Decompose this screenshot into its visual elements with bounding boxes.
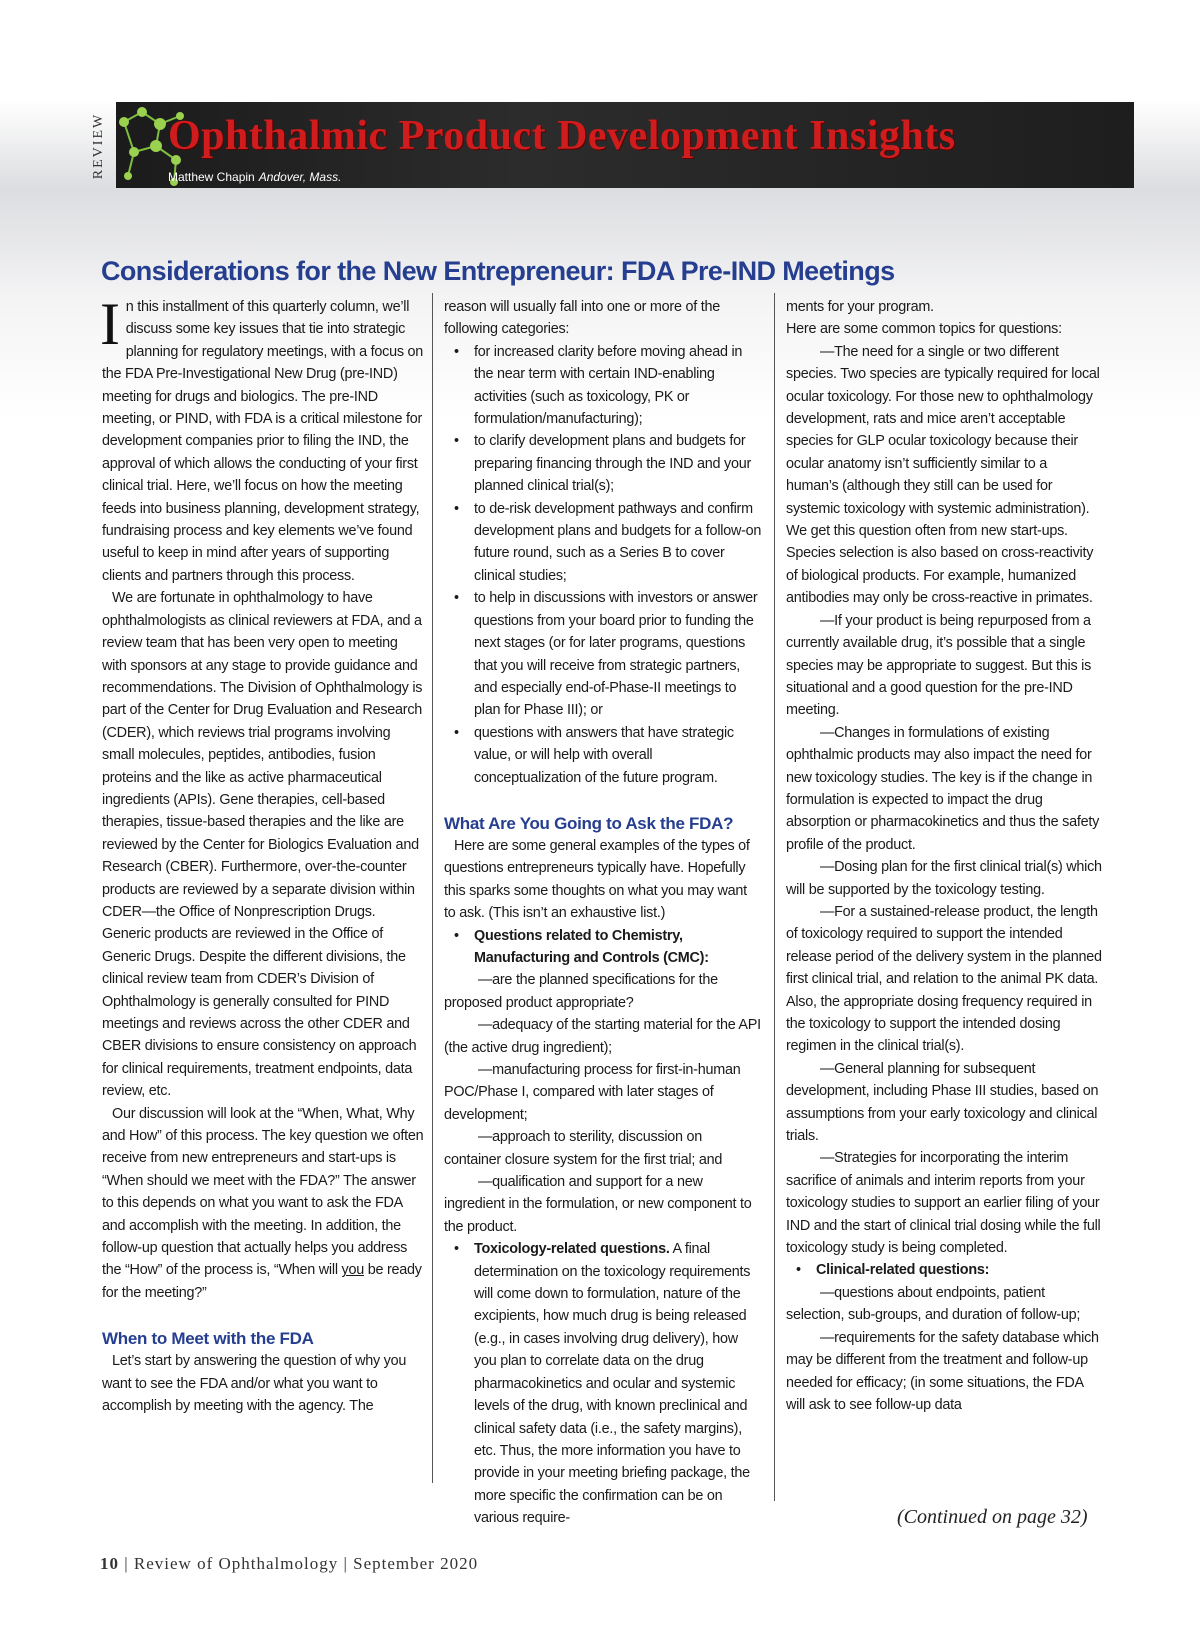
- list-item-clinical: • Clinical-related questions:: [796, 1262, 990, 1279]
- body-paragraph: We are fortunate in ophthalmology to have ophthalmologists as clinical reviewers at FDA, and a review team that has been very open to meeting with sponsors at any stage to provide guidance and recommendations. The Division of Ophthalmology is part of the Center for Drug Evaluation and Research (CDER), which reviews trial programs involving small molecules, peptides, antibodies, fusion proteins and the like as active pharmaceutical ingredients (APIs). Gene therapies, cell-based therapies, tissue-based therapies and the like are reviewed by the Center for Biologics Evaluation and Research (CBER). Furthermore, over-the-counter products are reviewed by a separate division within CDER—the Office of Nonprescription Drugs. Generic products are reviewed in the Office of Generic Drugs. Despite the different divisions, the clinical review team from CDER’s Division of Ophthalmology is generally consulted for PIND meetings and reviews across the other CDER and CBER divisions to ensure consistency on approach for clinical requirements, treatment endpoints, data review, etc.: [102, 590, 423, 1100]
- page-number: 10: [100, 1554, 119, 1573]
- list-item: —are the planned specifications for the proposed product appropriate?: [444, 972, 718, 1011]
- column-banner: [116, 102, 1134, 188]
- list-item: • to help in discussions with investors or answer questions from your board prior to funding the next stages (or for later programs, questions that you will receive from strategic partners, and especially end-of-Phase-II meetings to plan for Phase III); or: [454, 590, 758, 719]
- list-item: —questions about endpoints, patient selection, sub-groups, and duration of follow-up;: [786, 1284, 1081, 1324]
- body-paragraph: Let’s start by answering the question of why you want to see the FDA and/or what you want to accomplish by meeting with the agency. The: [102, 1353, 407, 1415]
- publication-name: Review of Ophthalmology: [133, 1554, 339, 1573]
- list-item: • to de-risk development pathways and confirm development plans and budgets for a follow-on future round, such as a Series B to cover clinical studies;: [454, 500, 762, 584]
- intro-paragraph: In this installment of this quarterly column, we’ll discuss some key issues that tie into strategic planning for regulatory meetings, with a focus on the FDA Pre-Investigational New Drug (pre-IND) meeting for drugs and biologics. The pre-IND meeting, or PIND, with FDA is a critical milestone for development companies prior to filing the IND, the approval of which allows the conducting of your first clinical trial. Here, we’ll focus on how the meeting feeds into business planning, development strategy, fundraising process and key elements we’ve found useful to keep in mind after years of supporting clients and partners through this process.: [100, 291, 424, 584]
- list-item: —Strategies for incorporating the interim sacrifice of animals and interim reports from your toxicology studies to support an earlier filing of your IND and the start of clinical trial dosing while the full toxicology study is being completed.: [786, 1150, 1101, 1257]
- list-item: —qualification and support for a new ingredient in the formulation, or new component to the product.: [444, 1174, 752, 1235]
- list-item: —Dosing plan for the first clinical trial(s) which will be supported by the toxicology testing.: [786, 859, 1102, 898]
- body-paragraph: Here are some general examples of the types of questions entrepreneurs typically have. Hopefully this sparks some thoughts on what you may want to ask. (This isn’t an exhaustive list.): [444, 837, 750, 922]
- subhead-when-to-meet: When to Meet with the FDA: [102, 1329, 314, 1349]
- byline: [168, 170, 341, 184]
- list-item: —General planning for subsequent development, including Phase III studies, based on assumptions from your early toxicology and clinical trials.: [786, 1060, 1099, 1145]
- body-paragraph: Our discussion will look at the “When, What, Why and How” of this process. The key question we often receive from new entrepreneurs and start-ups is “When should we meet with the FDA?” The answer to this depends on what you want to ask the FDA and accomplish with the meeting. In addition, the follow-up question that actually helps you address the “How” of the process is, “When will you be ready for the meeting?”: [102, 1105, 424, 1301]
- list-item: • to clarify development plans and budgets for preparing financing through the IND and your planned clinical trial(s);: [454, 433, 751, 495]
- list-item: —The need for a single or two different species. Two species are typically required for local ocular toxicology. For those new to ophthalmology development, rats and mice aren’t acceptable species for GLP ocular toxicology because their ocular anatomy isn’t sufficiently similar to a human’s (although they still can be used for systemic toxicology with systemic administration). We get this question often from new start-ups. Species selection is also based on cross-reactivity of biological products. For example, humanized antibodies may only be cross-reactive in primates.: [786, 343, 1100, 607]
- column-divider: [432, 293, 433, 1483]
- page-footer: 10 | Review of Ophthalmology | September 2020: [100, 1554, 479, 1573]
- issue-date: September 2020: [353, 1554, 479, 1573]
- list-item: • questions with answers that have strategic value, or will help with overall conceptualization of the future program.: [454, 724, 734, 786]
- list-item: —If your product is being repurposed from a currently available drug, it’s possible that a single species may be appropriate to suggest. But this is situational and a good question for the pre-IND meeting.: [786, 612, 1092, 719]
- list-item: —requirements for the safety database which may be different from the treatment and follow-up needed for efficacy; (in some situations, the FDA will ask to see follow-up data: [786, 1329, 1099, 1413]
- list-item: —approach to sterility, discussion on container closure system for the first trial; and: [444, 1129, 723, 1168]
- list-item: • for increased clarity before moving ahead in the near term with certain IND-enabling activities (such as toxicology, PK or formulation/manufacturing);: [454, 343, 743, 428]
- continued-notice: (Continued on page 32): [897, 1506, 1088, 1528]
- drop-cap: I: [100, 291, 120, 357]
- column-2: [444, 296, 762, 1530]
- list-item: —Changes in formulations of existing ophthalmic products may also impact the need for new toxicology studies. The key is if the change in formulation is expected to impact the drug absorption or pharmacokinetics and thus the safety profile of the product.: [786, 724, 1100, 853]
- subhead-what-to-ask: What Are You Going to Ask the FDA?: [444, 813, 734, 833]
- body-paragraph: Here are some common topics for questions:: [786, 321, 1062, 338]
- banner-title: Ophthalmic Product Development Insights: [168, 113, 956, 159]
- column-divider: [774, 293, 775, 1501]
- section-tag: REVIEW: [91, 112, 106, 180]
- author-name: Matthew Chapin: [168, 170, 255, 184]
- list-item: —adequacy of the starting material for the API (the active drug ingredient);: [444, 1017, 761, 1056]
- list-item-toxicology: • Toxicology-related questions. A final determination on the toxicology requirements will come down to formulation, nature of the excipients, how much drug is being released (e.g., in cases involving drug delivery), how you plan to correlate data on the drug pharmacokinetics and ocular and systemic levels of the drug, with known preclinical and clinical safety data (i.e., the safety margins), etc. Thus, the more information you have to provide in your meeting briefing package, the more specific the confirmation can be on various require-: [454, 1241, 751, 1527]
- column-3: [786, 296, 1102, 1416]
- list-item: —manufacturing process for first-in-human POC/Phase I, compared with later stages of development;: [444, 1062, 741, 1123]
- author-location: Andover, Mass.: [258, 170, 342, 184]
- list-item-cmc: • Questions related to Chemistry, Manufacturing and Controls (CMC):: [454, 927, 709, 966]
- body-paragraph: reason will usually fall into one or more of the following categories:: [444, 299, 720, 338]
- list-item: —For a sustained-release product, the length of toxicology required to support the intended release period of the delivery system in the planned first clinical trial, and relation to the animal PK data. Also, the appropriate dosing frequency required in the toxicology to support the intended dosing regimen in the clinical trial(s).: [786, 903, 1102, 1055]
- article-headline: Considerations for the New Entrepreneur: FDA Pre-IND Meetings: [101, 256, 895, 287]
- body-paragraph: ments for your program.: [786, 299, 934, 315]
- column-1: [100, 291, 424, 1418]
